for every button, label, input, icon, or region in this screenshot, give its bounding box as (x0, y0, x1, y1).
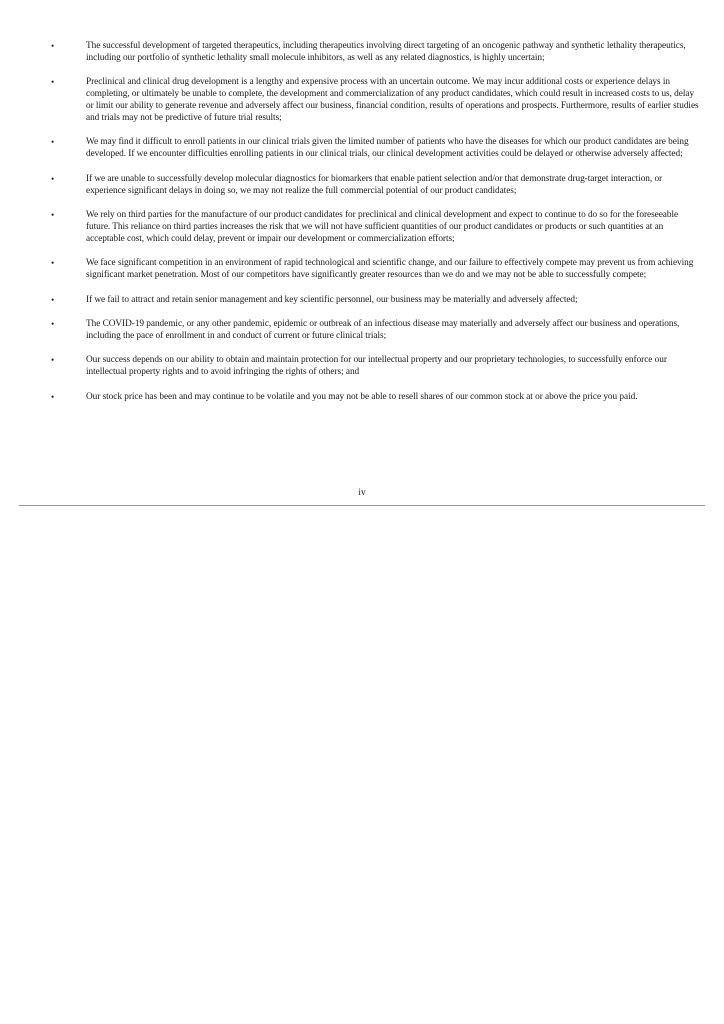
bullet-text: We face significant competition in an environment of rapid technological and scientific change, and our failure to effectively compete may prevent us from achieving significant market penetration. Most of our competitors have significantly greater resources than we do and we may not be able to successfully compete; (86, 258, 694, 281)
bullet-text: Our success depends on our ability to obtain and maintain protection for our intellectual property and our proprietary technologies, to successfully enforce our intellectual property rights and to avoid infringing the rights of others; and (86, 355, 667, 378)
bullet-point-icon: • (51, 391, 55, 402)
bullet-item (0, 77, 724, 125)
bullet-point-icon: • (51, 258, 55, 269)
bullet-item (0, 258, 724, 282)
bullet-text: If we fail to attract and retain senior management and key scientific personnel, our business may be materially and adversely affected; (86, 294, 578, 305)
bullet-point-icon: • (51, 173, 55, 184)
bullet-point-icon: • (51, 355, 55, 366)
bullet-point-icon: • (51, 294, 55, 305)
bullet-text: We may find it difficult to enroll patients in our clinical trials given the limited number of patients who have the diseases for which our product candidates are being developed. If we encounter difficulties enrolling patients in our clinical trials, our clinical development activities could be delayed or otherwise adversely affected; (86, 137, 689, 160)
bullet-point-icon: • (51, 41, 55, 51)
bullet-point-icon: • (51, 210, 55, 221)
bullet-text: Preclinical and clinical drug development is a lengthy and expensive process with an uncertain outcome. We may incur additional costs or experience delays in completing, or ultimately be unable to complete, the development and commercialization of any product candidates, which could result in increased costs to us, delay or limit our ability to generate revenue and adversely affect our business, financial condition, results of operations and prospects. Furthermore, results of earlier studies and trials may not be predictive of future trial results; (86, 77, 699, 124)
bullet-text: If we are unable to successfully develop molecular diagnostics for biomarkers that enable patient selection and/or that demonstrate drug-target interaction, or experience significant delays in doing so, we may not realize the full commercial potential of our product candidates; (86, 173, 663, 196)
bullet-text: We rely on third parties for the manufacture of our product candidates for preclinical and clinical development and expect to continue to do so for the foreseeable future. This reliance on third parties increases the risk that we will not have sufficient quantities of our product candidates or products or such quantities at an acceptable cost, which could delay, prevent or impair our development or commercialization efforts; (86, 210, 679, 244)
bullet-item (0, 41, 724, 65)
bullet-text: The successful development of targeted therapeutics, including therapeutics involving direct targeting of an oncogenic pathway and synthetic lethality therapeutics, including our portfolio of synthetic lethality small molecule inhibitors, as well as any related diagnostics, is highly uncertain; (86, 41, 686, 63)
bullet-point-icon: • (51, 319, 55, 329)
bullet-item (0, 392, 724, 404)
risk-factor-bullet-list (0, 41, 724, 416)
bullet-text: Our stock price has been and may continue to be volatile and you may not be able to resell shares of our common stock at or above the price you paid. (86, 391, 638, 402)
bullet-item (0, 210, 724, 246)
bullet-text: The COVID-19 pandemic, or any other pandemic, epidemic or outbreak of an infectious disease may materially and adversely affect our business and operations, including the pace of enrollment in and conduct of current or future clinical trials; (86, 319, 680, 341)
bullet-item (0, 295, 724, 307)
bullet-item (0, 137, 724, 161)
bullet-item (0, 355, 724, 379)
bullet-point-icon: • (51, 77, 55, 88)
bullet-item (0, 319, 724, 343)
page-number: iv (358, 488, 366, 498)
page-divider (19, 505, 705, 506)
bullet-item (0, 174, 724, 198)
bullet-point-icon: • (51, 137, 55, 148)
